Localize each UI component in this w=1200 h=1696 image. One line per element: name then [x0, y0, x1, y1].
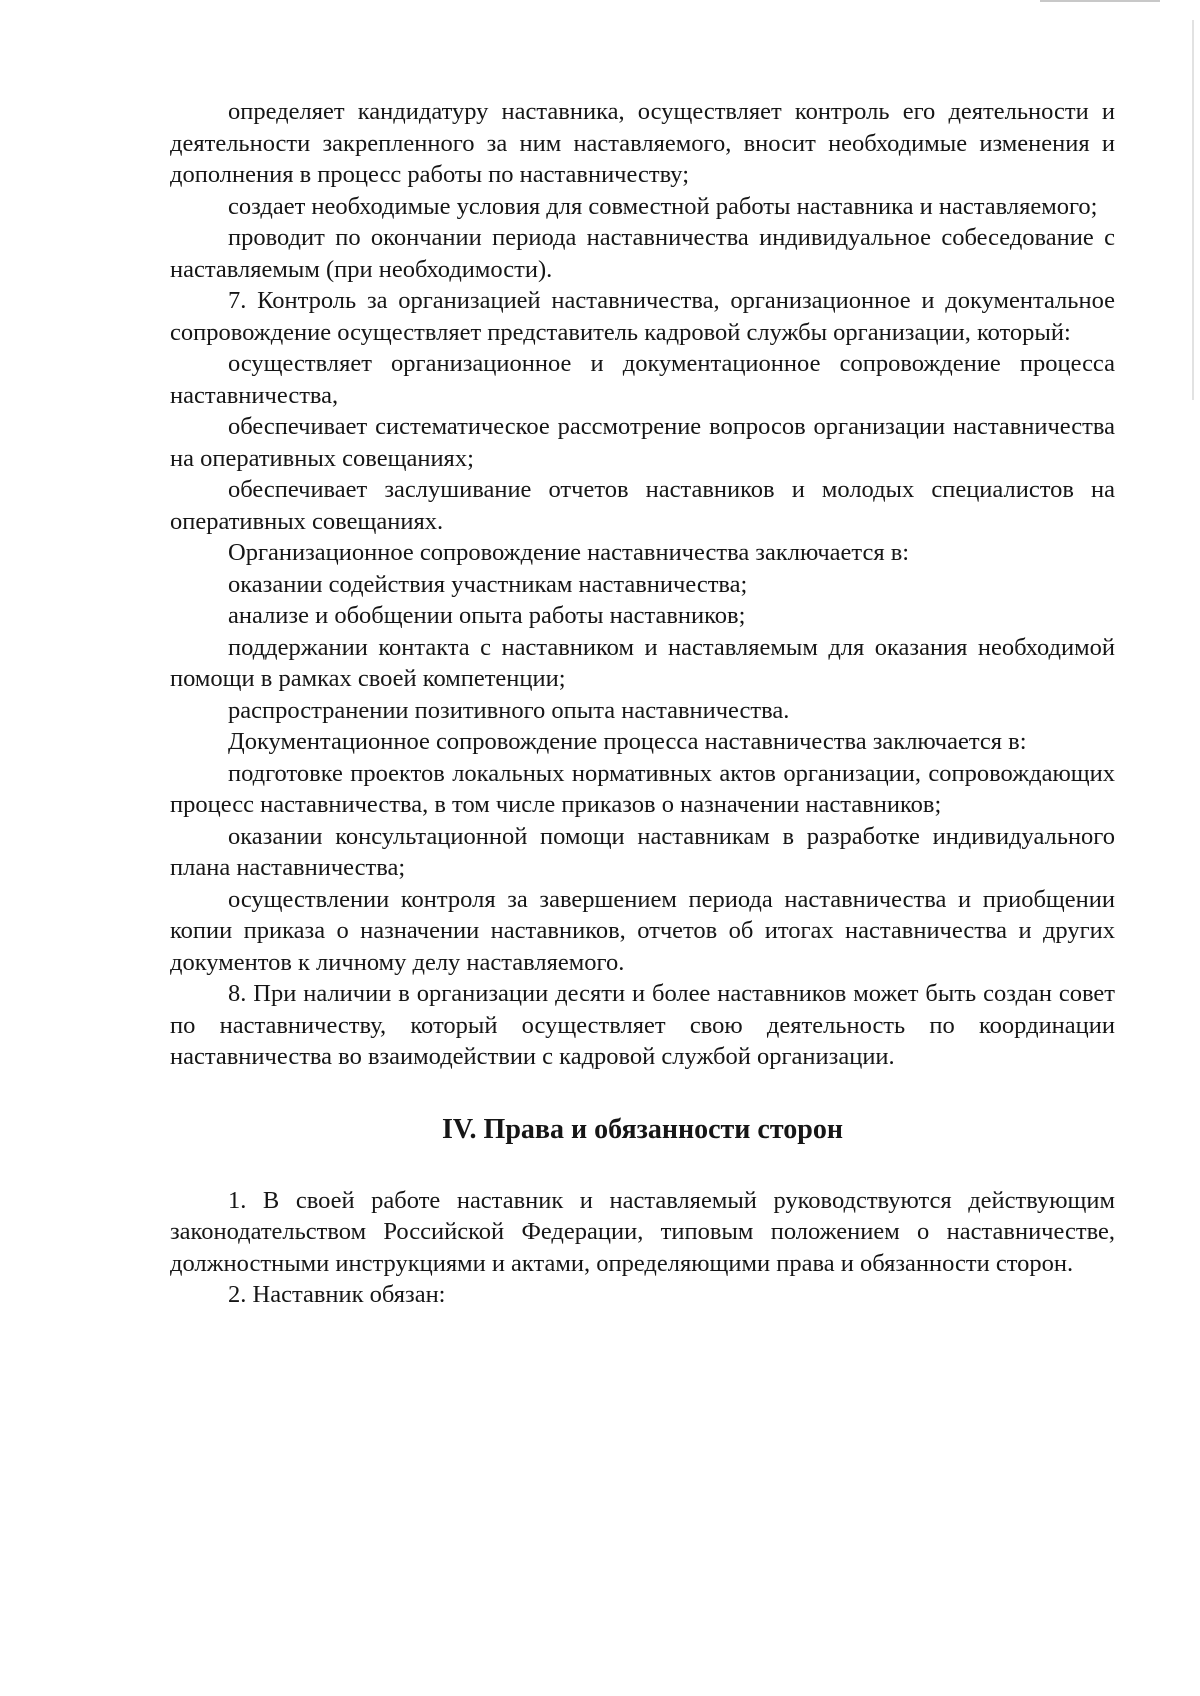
- section-title: IV. Права и обязанности сторон: [442, 1113, 843, 1145]
- paragraph-doc-support-intro: Документационное сопровождение процесса наставничества заключается в:: [228, 728, 1027, 755]
- paragraph-section-item-2: 2. Наставник обязан:: [228, 1281, 446, 1308]
- document-body: [170, 96, 1115, 1311]
- paragraph-control-completion: осуществлении контроля за завершением периода наставничества и приобщении копии приказа о назначении наставников, отчетов об итогах наставничества и других документов к личному делу наставляемого.: [170, 885, 1115, 976]
- paragraph-consulting: оказании консультационной помощи наставникам в разработке индивидуального плана наставничества;: [170, 822, 1115, 881]
- paragraph-assistance: оказании содействия участникам наставничества;: [228, 570, 748, 598]
- paragraph-contact: поддержании контакта с наставником и наставляемым для оказания необходимой помощи в рамках своей компетенции;: [170, 633, 1115, 692]
- paragraph-conditions: создает необходимые условия для совместной работы наставника и наставляемого;: [228, 192, 1098, 220]
- paragraph-local-acts: подготовке проектов локальных нормативных актов организации, сопровождающих процесс наставничества, в том числе приказов о назначении наставников;: [170, 759, 1115, 818]
- paragraph-section-item-1: 1. В своей работе наставник и наставляемый руководствуются действующим законодательством Российской Федерации, типовым положением о наставничестве, должностными инструкциями и актами, определяющими права и обязанности сторон.: [170, 1186, 1115, 1277]
- paragraph-mentor-selection: определяет кандидатуру наставника, осуществляет контроль его деятельности и деятельности закрепленного за ним наставляемого, вносит необходимые изменения и дополнения в процесс работы по наставничеству;: [170, 98, 1115, 188]
- paragraph-reports: обеспечивает заслушивание отчетов наставников и молодых специалистов на оперативных совещаниях.: [170, 476, 1115, 535]
- paragraph-interview: проводит по окончании периода наставничества индивидуальное собеседование с наставляемым (при необходимости).: [170, 224, 1115, 283]
- paragraph-positive-experience: распространении позитивного опыта наставничества.: [228, 696, 790, 724]
- paragraph-item-8: 8. При наличии в организации десяти и более наставников может быть создан совет по наставничеству, который осуществляет свою деятельность по координации наставничества во взаимодействии с кадровой службой организации.: [170, 980, 1115, 1070]
- scan-artifact-edge: [1192, 20, 1194, 400]
- paragraph-org-support-intro: Организационное сопровождение наставничества заключается в:: [228, 539, 910, 566]
- paragraph-systematic-review: обеспечивает систематическое рассмотрение вопросов организации наставничества на оперативных совещаниях;: [170, 413, 1115, 472]
- scan-artifact-top: [1040, 0, 1160, 2]
- paragraph-analysis: анализе и обобщении опыта работы наставников;: [228, 602, 746, 629]
- paragraph-doc-support: осуществляет организационное и документационное сопровождение процесса наставничества,: [170, 350, 1115, 409]
- paragraph-item-7: 7. Контроль за организацией наставничества, организационное и документальное сопровождение осуществляет представитель кадровой службы организации, который:: [170, 287, 1115, 346]
